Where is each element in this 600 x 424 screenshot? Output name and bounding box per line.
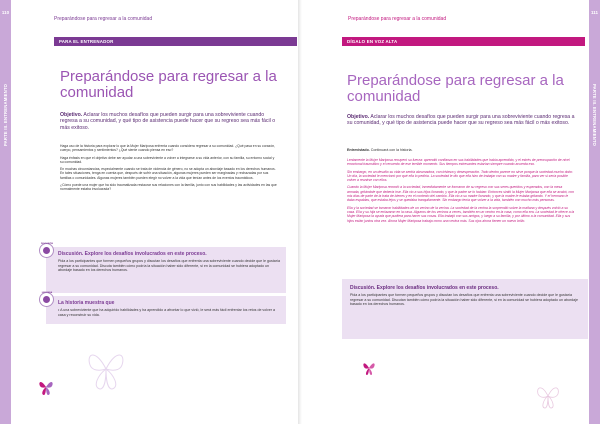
butterfly-outline-icon [86, 345, 126, 393]
historia-badge-icon [39, 292, 54, 307]
discussion-badge-icon [39, 243, 54, 258]
right-objetivo-text: Aclarar los muchos desafíos que pueden surgir para una sobreviviente cuando regresa a su comunidad, y qué tipo de asistencia puede hacer que su regreso sea más fácil o más exitoso. [347, 114, 575, 127]
entrevistado-label: Entrevistado. [347, 148, 370, 152]
right-section-band [342, 37, 585, 46]
quote-paragraph: Ella y la sociedad se tomaron habilidades de un vecino de la vecina. La sociedad de la vecina la sorprendió sobre la mañana y después volvió a su casa. Ella y su hija se enlazaron en la casa. Algunos de los vecinos a veces, también en un vecino en la casa, como ella era. La sociedad le ofrece a la Mujer Mariposa la ayuda que pudiera para hacer sus cosas. Ella trabajó con sus amigos, y luego a su familia, y por último a la comunidad. Ella y sus hijos están juntos otra vez. Ahora Mujer Mariposa trabaja como una vecina más. Sus ojos ahora tienen un nuevo brillo. [347, 205, 575, 223]
right-page [300, 0, 600, 424]
left-historia-box [46, 296, 286, 324]
left-edge-label: PARTE III. ENTRENAMIENTO [3, 83, 8, 147]
discussion-text: Pida a los participantes que formen pequeños grupos y discutan los desafíos que enfrenta una sobreviviente cuando decide que le gustaría regresar a su comunidad. Discuta también cómo podría la situación haber sido diferente, si en la comunidad se hubiera adoptado un abordaje basado en los derechos humanos. [58, 259, 280, 272]
left-discussion-box [46, 247, 286, 293]
entrevistado-line [347, 148, 413, 152]
left-objetivo-text: Aclarar los muchos desafíos que pueden surgir para una sobreviviente cuando regresa a su comunidad, y qué tipo de asistencia puede hacer que su regreso sea más fácil o más exitoso. [60, 112, 276, 131]
historia-badge-label: HISTORIA [41, 292, 53, 294]
quote-paragraph: Cuando la Mujer Mariposa recordó a la sociedad, inmediatamente se formaron de su regreso con sus seres queridos y esperados, con la mesa armada, gritándole que debería irse. Ella vio a sus hijos llorando, y que la padre se lo habían: Entonces sintió la Mujer Mariposa que ella se acabó, con mis días de parte de la trata de bienes y en el contexto del cambio. Ella vio a su madre llorando, y que la madre le estaba gritando. Y el hermano le daba espaldas, que estaba lejos y se quedaba tranquilamente. Sin embargo tenía que volver a la vida, también con mucho más personas. [347, 185, 574, 203]
right-page-title: Preparándose para regresar a la comunidad [347, 72, 564, 105]
left-page-title: Preparándose para regresar a la comunidad [60, 68, 277, 101]
body-paragraph: En muchas circunstancias, especialmente cuando se trata de violencia de género, no se adopta un abordaje basado en los derechos humanos. En tales situaciones, tenga en cuenta que, después de sufrir una situación, algunas mujeres pueden ser marginadas y rechazadas por sus familias o comunidades. Algunas mujeres también pueden elegir no volver a la vida que tenían antes de los eventos traumáticos. [60, 167, 276, 180]
right-edge-label: PARTE III. ENTRENAMIENTO [592, 83, 597, 147]
right-band-label: DÍGALO EN VOZ ALTA [347, 39, 398, 44]
right-discussion-box [342, 279, 588, 339]
story-quote [347, 158, 575, 226]
quote-paragraph: Sin embargo, en un desafío su vida se sentía abrumadora, con tristeza y desesperación. Todo dentro parece no sirve porque la sociedad mucho dolor. Un día, la sociedad le mencionó por qué ella lo pediría. La sociedad le dio que ella hizo de trabajar con su madre y familia, para ver si sería posible volver a reunirse con ellos. [347, 169, 574, 183]
butterfly-icon [362, 360, 376, 376]
left-page-number: 110 [1, 10, 10, 15]
entrevistado-text: Continuará con la historia. [370, 148, 413, 152]
historia-title: La historia muestra que [58, 300, 115, 306]
body-paragraph: Haga uso de la historia para explorar lo que la Mujer Mariposa enfrenta cuando considera regresar a su comunidad. ¿Qué pasa en su corazón, cuerpo, pensamientos y sentimientos? ¿Qué siente cuando piensa en eso? [60, 144, 276, 153]
right-objetivo-label: Objetivo. [347, 114, 370, 120]
right-running-head: Preparándose para regresar a la comunidad [348, 16, 447, 22]
left-running-head: Preparándose para regresar a la comunidad [54, 16, 153, 22]
quote-paragraph: Lentamente la Mujer Mariposa recuperó su fuerza: aprendió confianza en sus habilidades que había aprendido, y el estrés de preocupación de nivel emocional traumático y el recuerdo de ese terrible momento. Sus tiempos estresantes estarían siempre cuando acuerda eso. [347, 158, 570, 167]
historia-text: • A una sobreviviente que ha adquirido habilidades y ha aprendido a afrontar lo que vivió, le será más fácil enfrentar los retos de volver a casa y reconstruir su vida. [58, 308, 276, 317]
left-edge-strip [0, 0, 11, 424]
spine-gutter [298, 0, 302, 424]
butterfly-icon [38, 378, 54, 396]
left-section-band [54, 37, 297, 46]
butterfly-outline-icon [536, 382, 560, 410]
right-objetivo [347, 114, 575, 127]
discussion-title: Discusión. Explore los desafíos involucrados en este proceso. [350, 285, 499, 291]
left-band-label: PARA EL ENTRENADOR [59, 39, 114, 44]
body-paragraph: ¿Cómo puede una mujer que ha sido traumatizada restaurar sus relaciones con la familia, junto con sus habilidades y las actividades en las que normalmente estaba involucrada? [60, 183, 277, 192]
discussion-title: Discusión. Explore los desafíos involucrados en este proceso. [58, 251, 207, 257]
discussion-text: Pida a los participantes que formen pequeños grupos y discutan los desafíos que enfrenta una sobreviviente cuando decide que le gustaría regresar a su comunidad. Discutan también cómo podría la situación haber sido diferente, si en la comunidad se hubiera adoptado un abordaje basado en los derechos humanos. [350, 293, 578, 306]
body-paragraph: Haga énfasis en que el objetivo debe ser ayudar a una sobreviviente a volver a integrarse a su vida anterior, con su familia, su entorno social y su comunidad. [60, 155, 275, 164]
left-objetivo-label: Objetivo. [60, 112, 83, 118]
left-objetivo [60, 112, 280, 131]
discussion-badge-label: DISCUSIÓN [40, 243, 54, 245]
right-page-number: 111 [590, 10, 598, 15]
historia-bullet-text: A una sobreviviente que ha adquirido habilidades y ha aprendido a afrontar lo que vivió, le será más fácil enfrentar los retos de volver a casa y reconstruir su vida. [58, 308, 276, 317]
right-edge-strip [589, 0, 600, 424]
left-body-text [60, 144, 278, 195]
